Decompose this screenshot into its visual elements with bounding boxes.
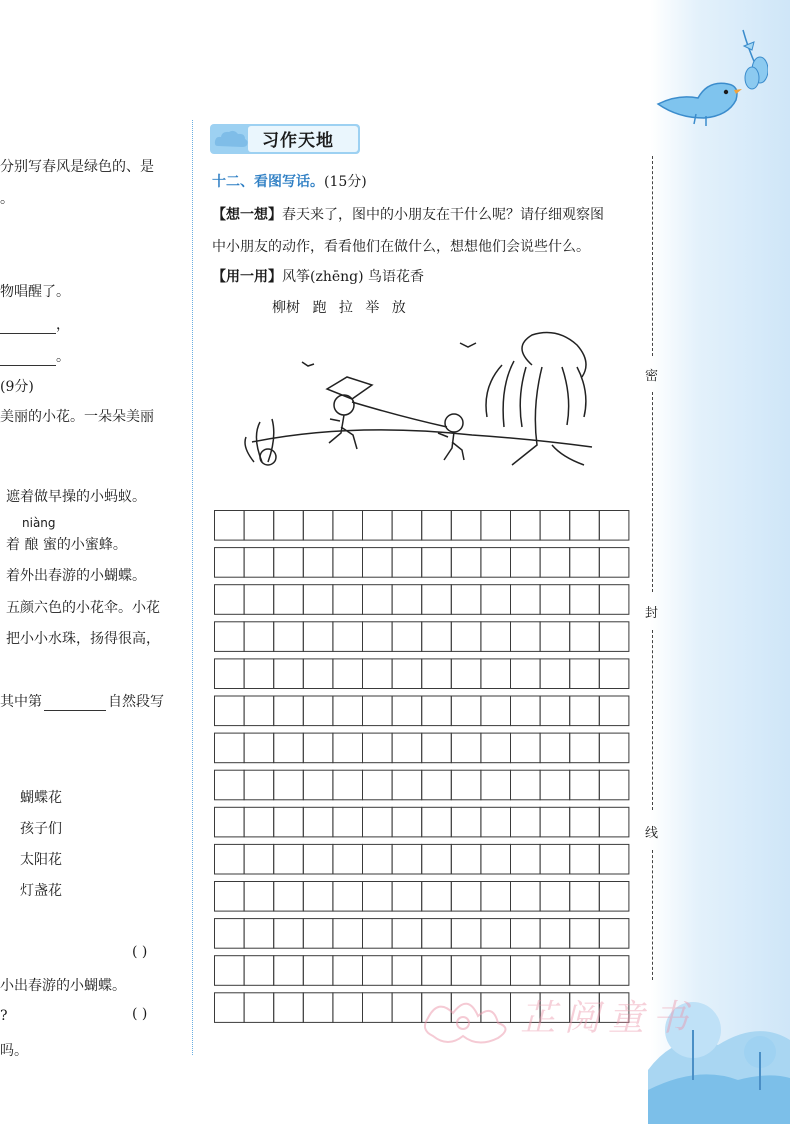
grid-cell[interactable]: [451, 696, 481, 726]
previous-page-column: [0, 0, 190, 1124]
grid-cell[interactable]: [511, 807, 541, 837]
grid-cell[interactable]: [511, 585, 541, 615]
grid-cell[interactable]: [274, 770, 304, 800]
grid-cell[interactable]: [511, 919, 541, 949]
grid-cell[interactable]: [540, 956, 570, 986]
grid-cell[interactable]: [451, 511, 481, 541]
grid-cell[interactable]: [481, 733, 511, 763]
bird-icon: [648, 28, 768, 128]
grid-cell[interactable]: [333, 548, 363, 578]
grid-cell[interactable]: [215, 919, 245, 949]
grid-cell[interactable]: [451, 770, 481, 800]
grid-cell[interactable]: [422, 659, 452, 689]
grid-cell[interactable]: [274, 548, 304, 578]
grid-cell[interactable]: [570, 919, 600, 949]
banner-title: 习作天地: [262, 131, 334, 151]
answer-blank[interactable]: [0, 319, 56, 334]
grid-cell[interactable]: [363, 733, 393, 763]
grid-cell[interactable]: [392, 659, 422, 689]
text-line: ?: [0, 1008, 8, 1024]
grid-cell[interactable]: [570, 770, 600, 800]
seal-dash-line: [652, 156, 653, 356]
grid-cell[interactable]: [422, 919, 452, 949]
grid-cell[interactable]: [363, 770, 393, 800]
grid-cell[interactable]: [422, 956, 452, 986]
answer-blank[interactable]: [44, 696, 106, 711]
grid-cell[interactable]: [392, 733, 422, 763]
grid-cell[interactable]: [244, 622, 274, 652]
grid-cell[interactable]: [215, 696, 245, 726]
grid-cell[interactable]: [422, 733, 452, 763]
fill-line[interactable]: 。: [0, 346, 70, 366]
grid-cell[interactable]: [451, 585, 481, 615]
grid-cell[interactable]: [540, 807, 570, 837]
decorative-side-band: [650, 0, 790, 1124]
grid-cell[interactable]: [274, 844, 304, 874]
grid-cell[interactable]: [363, 548, 393, 578]
grid-cell[interactable]: [392, 548, 422, 578]
grid-cell[interactable]: [422, 511, 452, 541]
grid-cell[interactable]: [422, 770, 452, 800]
text-line: (9分): [0, 379, 34, 395]
grid-cell[interactable]: [244, 770, 274, 800]
seal-dash-line: [652, 392, 653, 592]
grid-cell[interactable]: [511, 733, 541, 763]
grid-cell[interactable]: [244, 807, 274, 837]
grid-cell[interactable]: [274, 882, 304, 912]
grid-cell[interactable]: [333, 659, 363, 689]
text-line: 美丽的小花。一朵朵美丽: [0, 409, 154, 425]
grid-cell[interactable]: [244, 548, 274, 578]
grid-cell[interactable]: [481, 807, 511, 837]
grid-cell[interactable]: [599, 659, 629, 689]
grid-cell[interactable]: [303, 993, 333, 1023]
grid-cell[interactable]: [244, 511, 274, 541]
grid-cell[interactable]: [363, 585, 393, 615]
grid-cell[interactable]: [215, 548, 245, 578]
grid-cell[interactable]: [540, 844, 570, 874]
grid-cell[interactable]: [333, 807, 363, 837]
cloud-icon: [214, 128, 250, 150]
grid-cell[interactable]: [215, 511, 245, 541]
grid-cell[interactable]: [392, 844, 422, 874]
grid-cell[interactable]: [511, 696, 541, 726]
grid-cell[interactable]: [511, 882, 541, 912]
grid-cell[interactable]: [303, 659, 333, 689]
grid-cell[interactable]: [274, 659, 304, 689]
grid-cell[interactable]: [303, 770, 333, 800]
choice-item: 太阳花: [20, 852, 62, 868]
grid-cell[interactable]: [215, 844, 245, 874]
grid-cell[interactable]: [481, 919, 511, 949]
grid-cell[interactable]: [451, 919, 481, 949]
grid-cell[interactable]: [244, 956, 274, 986]
grid-cell[interactable]: [451, 548, 481, 578]
grid-cell[interactable]: [333, 770, 363, 800]
grid-cell[interactable]: [540, 696, 570, 726]
grid-cell[interactable]: [363, 919, 393, 949]
grid-cell[interactable]: [274, 807, 304, 837]
watermark-flower-icon: [418, 988, 528, 1050]
fill-line[interactable]: ，: [0, 314, 70, 334]
seal-label: 封: [645, 606, 659, 621]
grid-cell[interactable]: [422, 882, 452, 912]
grid-cell[interactable]: [451, 659, 481, 689]
grid-cell[interactable]: [511, 548, 541, 578]
grid-cell[interactable]: [274, 956, 304, 986]
column-divider: [192, 120, 193, 1055]
think-paragraph: 【想一想】春天来了，图中的小朋友在干什么呢？请仔细观察图: [212, 207, 604, 223]
grid-cell[interactable]: [481, 585, 511, 615]
grid-cell[interactable]: [451, 882, 481, 912]
grid-cell[interactable]: [481, 511, 511, 541]
grid-cell[interactable]: [540, 548, 570, 578]
grid-cell[interactable]: [215, 882, 245, 912]
grid-cell[interactable]: [303, 511, 333, 541]
grid-cell[interactable]: [303, 585, 333, 615]
seal-label: 线: [645, 826, 659, 841]
grid-cell[interactable]: [363, 993, 393, 1023]
grid-cell[interactable]: [599, 882, 629, 912]
grid-cell[interactable]: [422, 548, 452, 578]
text-line: 把小小水珠，扬得很高，: [6, 631, 160, 647]
grid-cell[interactable]: [244, 882, 274, 912]
seal-dash-line: [652, 630, 653, 810]
grid-cell[interactable]: [511, 770, 541, 800]
grid-cell[interactable]: [481, 882, 511, 912]
grid-cell[interactable]: [274, 622, 304, 652]
text-line: 。: [0, 191, 14, 207]
grid-cell[interactable]: [570, 844, 600, 874]
grid-cell[interactable]: [333, 919, 363, 949]
grid-cell[interactable]: [540, 585, 570, 615]
grid-cell[interactable]: [215, 993, 245, 1023]
grid-cell[interactable]: [244, 844, 274, 874]
choice-item: 蝴蝶花: [20, 790, 62, 806]
answer-parentheses[interactable]: ( ): [132, 944, 148, 960]
grid-cell[interactable]: [481, 548, 511, 578]
grid-cell[interactable]: [599, 807, 629, 837]
grid-cell[interactable]: [540, 622, 570, 652]
grid-cell[interactable]: [333, 733, 363, 763]
grid-cell[interactable]: [540, 770, 570, 800]
grid-cell[interactable]: [540, 511, 570, 541]
grid-cell[interactable]: [570, 659, 600, 689]
question-title: 十二、看图写话。(15分): [212, 174, 367, 190]
grid-cell[interactable]: [570, 882, 600, 912]
grid-cell[interactable]: [392, 696, 422, 726]
seal-label: 密: [645, 369, 659, 384]
grid-cell[interactable]: [303, 733, 333, 763]
grid-cell[interactable]: [570, 807, 600, 837]
grid-cell[interactable]: [511, 622, 541, 652]
grid-cell[interactable]: [274, 993, 304, 1023]
grid-cell[interactable]: [540, 919, 570, 949]
grid-cell[interactable]: [215, 622, 245, 652]
text-line: 小出春游的小蝴蝶。: [0, 978, 126, 994]
text-line: 着外出春游的小蝴蝶。: [6, 568, 146, 584]
grid-cell[interactable]: [481, 696, 511, 726]
grid-cell[interactable]: [244, 993, 274, 1023]
text-line: 分别写春风是绿色的、是: [0, 159, 154, 175]
grid-cell[interactable]: [570, 956, 600, 986]
grid-cell[interactable]: [363, 696, 393, 726]
grid-cell[interactable]: [599, 733, 629, 763]
grid-cell[interactable]: [599, 956, 629, 986]
grid-cell[interactable]: [333, 956, 363, 986]
grid-cell[interactable]: [540, 882, 570, 912]
choice-item: 灯盏花: [20, 883, 62, 899]
grid-cell[interactable]: [599, 919, 629, 949]
grid-cell[interactable]: [363, 807, 393, 837]
grid-cell[interactable]: [303, 696, 333, 726]
grid-cell[interactable]: [451, 956, 481, 986]
grid-cell[interactable]: [392, 956, 422, 986]
grid-cell[interactable]: [363, 659, 393, 689]
text-line: 五颜六色的小花伞。小花: [6, 600, 160, 616]
grid-cell[interactable]: [333, 511, 363, 541]
grid-cell[interactable]: [511, 511, 541, 541]
grid-cell[interactable]: [392, 807, 422, 837]
grid-cell[interactable]: [570, 548, 600, 578]
grid-cell[interactable]: [451, 733, 481, 763]
grid-cell[interactable]: [511, 659, 541, 689]
answer-blank[interactable]: [0, 351, 56, 366]
grid-cell[interactable]: [274, 696, 304, 726]
grid-cell[interactable]: [363, 844, 393, 874]
word-bank: 柳树 跑 拉 举 放: [272, 300, 406, 316]
grid-cell[interactable]: [481, 659, 511, 689]
grid-cell[interactable]: [303, 844, 333, 874]
grid-cell[interactable]: [215, 733, 245, 763]
grid-cell[interactable]: [481, 844, 511, 874]
grid-cell[interactable]: [570, 511, 600, 541]
section-banner: [210, 124, 360, 154]
grid-cell[interactable]: [274, 919, 304, 949]
text-line: 吗。: [0, 1043, 28, 1059]
grid-cell[interactable]: [244, 585, 274, 615]
grid-cell[interactable]: [599, 770, 629, 800]
grid-cell[interactable]: [540, 733, 570, 763]
kite-flying-illustration: [232, 327, 604, 495]
grid-cell[interactable]: [570, 696, 600, 726]
grid-cell[interactable]: [333, 696, 363, 726]
grid-cell[interactable]: [274, 733, 304, 763]
grid-cell[interactable]: [422, 807, 452, 837]
landscape-decoration: [648, 960, 790, 1124]
grid-cell[interactable]: [274, 511, 304, 541]
grid-cell[interactable]: [303, 882, 333, 912]
grid-cell[interactable]: [451, 622, 481, 652]
grid-cell[interactable]: [511, 956, 541, 986]
grid-cell[interactable]: [481, 770, 511, 800]
grid-cell[interactable]: [303, 622, 333, 652]
grid-cell[interactable]: [303, 807, 333, 837]
grid-cell[interactable]: [392, 511, 422, 541]
grid-cell[interactable]: [363, 956, 393, 986]
grid-cell[interactable]: [422, 696, 452, 726]
grid-cell[interactable]: [481, 956, 511, 986]
grid-cell[interactable]: [333, 844, 363, 874]
grid-cell[interactable]: [392, 622, 422, 652]
grid-cell[interactable]: [599, 622, 629, 652]
grid-cell[interactable]: [333, 585, 363, 615]
choice-item: 孩子们: [20, 821, 62, 837]
grid-cell[interactable]: [392, 770, 422, 800]
grid-cell[interactable]: [422, 585, 452, 615]
grid-cell[interactable]: [599, 696, 629, 726]
grid-cell[interactable]: [481, 622, 511, 652]
grid-cell[interactable]: [511, 844, 541, 874]
grid-cell[interactable]: [333, 622, 363, 652]
grid-cell[interactable]: [303, 919, 333, 949]
grid-cell[interactable]: [363, 622, 393, 652]
grid-cell[interactable]: [215, 807, 245, 837]
grid-cell[interactable]: [333, 882, 363, 912]
grid-cell[interactable]: [570, 585, 600, 615]
grid-cell[interactable]: [363, 882, 393, 912]
answer-parentheses[interactable]: ( ): [132, 1006, 148, 1022]
grid-cell[interactable]: [599, 548, 629, 578]
grid-cell[interactable]: [244, 659, 274, 689]
grid-cell[interactable]: [392, 919, 422, 949]
grid-cell[interactable]: [392, 585, 422, 615]
grid-cell[interactable]: [392, 882, 422, 912]
grid-cell[interactable]: [599, 844, 629, 874]
grid-cell[interactable]: [215, 659, 245, 689]
grid-cell[interactable]: [244, 696, 274, 726]
grid-cell[interactable]: [244, 733, 274, 763]
grid-cell[interactable]: [215, 956, 245, 986]
text-line: 着 酿 蜜的小蜜蜂。: [6, 537, 127, 553]
think-paragraph-cont: 中小朋友的动作，看看他们在做什么，想想他们会说些什么。: [212, 239, 590, 255]
grid-cell[interactable]: [570, 733, 600, 763]
grid-cell[interactable]: [274, 585, 304, 615]
use-paragraph: 【用一用】风筝(zhēng) 鸟语花香: [212, 269, 425, 285]
grid-cell[interactable]: [422, 844, 452, 874]
grid-cell[interactable]: [303, 548, 333, 578]
grid-cell[interactable]: [244, 919, 274, 949]
grid-cell[interactable]: [451, 807, 481, 837]
grid-cell[interactable]: [363, 511, 393, 541]
grid-cell[interactable]: [422, 622, 452, 652]
grid-cell[interactable]: [540, 659, 570, 689]
text-line: 物唱醒了。: [0, 284, 70, 300]
pinyin-annotation: niàng: [22, 516, 56, 530]
watermark-text: 芷阅童书: [520, 998, 697, 1039]
grid-cell[interactable]: [570, 622, 600, 652]
grid-cell[interactable]: [303, 956, 333, 986]
grid-cell[interactable]: [215, 585, 245, 615]
fill-line[interactable]: 其中第 自然段写: [0, 694, 164, 710]
grid-cell[interactable]: [599, 585, 629, 615]
grid-cell[interactable]: [333, 993, 363, 1023]
writing-grid[interactable]: [214, 510, 632, 1028]
text-line: 遮着做早操的小蚂蚁。: [6, 489, 146, 505]
grid-cell[interactable]: [451, 844, 481, 874]
grid-cell[interactable]: [215, 770, 245, 800]
grid-cell[interactable]: [599, 511, 629, 541]
